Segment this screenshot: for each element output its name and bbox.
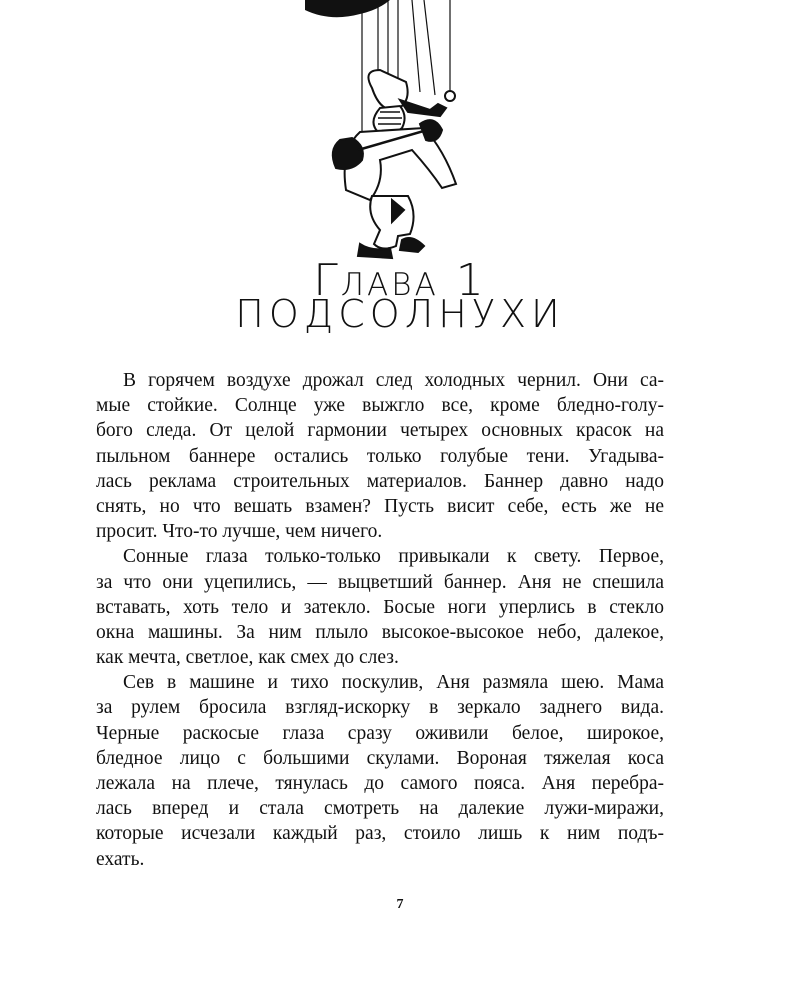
text-line: пыльном баннере остались только голубые тени. Угадыва- bbox=[96, 445, 664, 467]
text-line: как мечта, светлое, как смех до слез. bbox=[96, 647, 399, 669]
body-text bbox=[96, 368, 664, 872]
text-line: Черные раскосые глаза сразу оживили белое, широкое, bbox=[96, 722, 664, 744]
chapter-title: ПОДСОЛНУХИ bbox=[235, 292, 565, 336]
text-line: Сонные глаза только-только привыкали к свету. Первое, bbox=[123, 546, 664, 568]
text-line: бледное лицо с большими скулами. Вороная тяжелая коса bbox=[96, 747, 664, 769]
text-line: просит. Что-то лучше, чем ничего. bbox=[96, 521, 383, 543]
text-line: мые стойкие. Солнце уже выжгло все, кроме бледно-голу- bbox=[96, 395, 664, 417]
puppet-figure bbox=[333, 70, 456, 258]
text-line: В горячем воздухе дрожал след холодных чернил. Они са- bbox=[123, 370, 664, 391]
text-line: лась вперед и стала смотреть на далекие лужи-миражи, bbox=[96, 798, 664, 820]
text-line: лась реклама строительных материалов. Баннер давно надо bbox=[96, 470, 664, 492]
text-line: ехать. bbox=[96, 848, 145, 870]
text-line: Сев в машине и тихо поскулив, Аня размяла шею. Мама bbox=[123, 672, 664, 694]
text-line: лежала на плече, тянулась до самого пояса. Аня перебра- bbox=[96, 773, 664, 794]
text-line: вставать, хоть тело и затекло. Босые ноги уперлись в стекло bbox=[96, 596, 664, 618]
control-bar bbox=[305, 0, 390, 17]
chapter-number: Глава 1 bbox=[313, 255, 487, 306]
text-line: за что они уцепились, — выцветший баннер. Аня не спешила bbox=[96, 571, 664, 593]
text-line: окна машины. За ним плыло высокое-высокое небо, далекое, bbox=[96, 621, 664, 643]
text-line: бого следа. От целой гармонии четырех основных красок на bbox=[96, 420, 664, 442]
text-line: которые исчезали каждый раз, стоило лишь к ним подъ- bbox=[96, 823, 664, 845]
page-number: 7 bbox=[396, 897, 404, 912]
text-line: за рулем бросила взгляд-искорку в зеркало заднего вида. bbox=[96, 697, 664, 719]
text-line: снять, но что вешать взамен? Пусть висит себе, есть же не bbox=[96, 495, 664, 517]
marionette-illustration bbox=[300, 0, 500, 262]
